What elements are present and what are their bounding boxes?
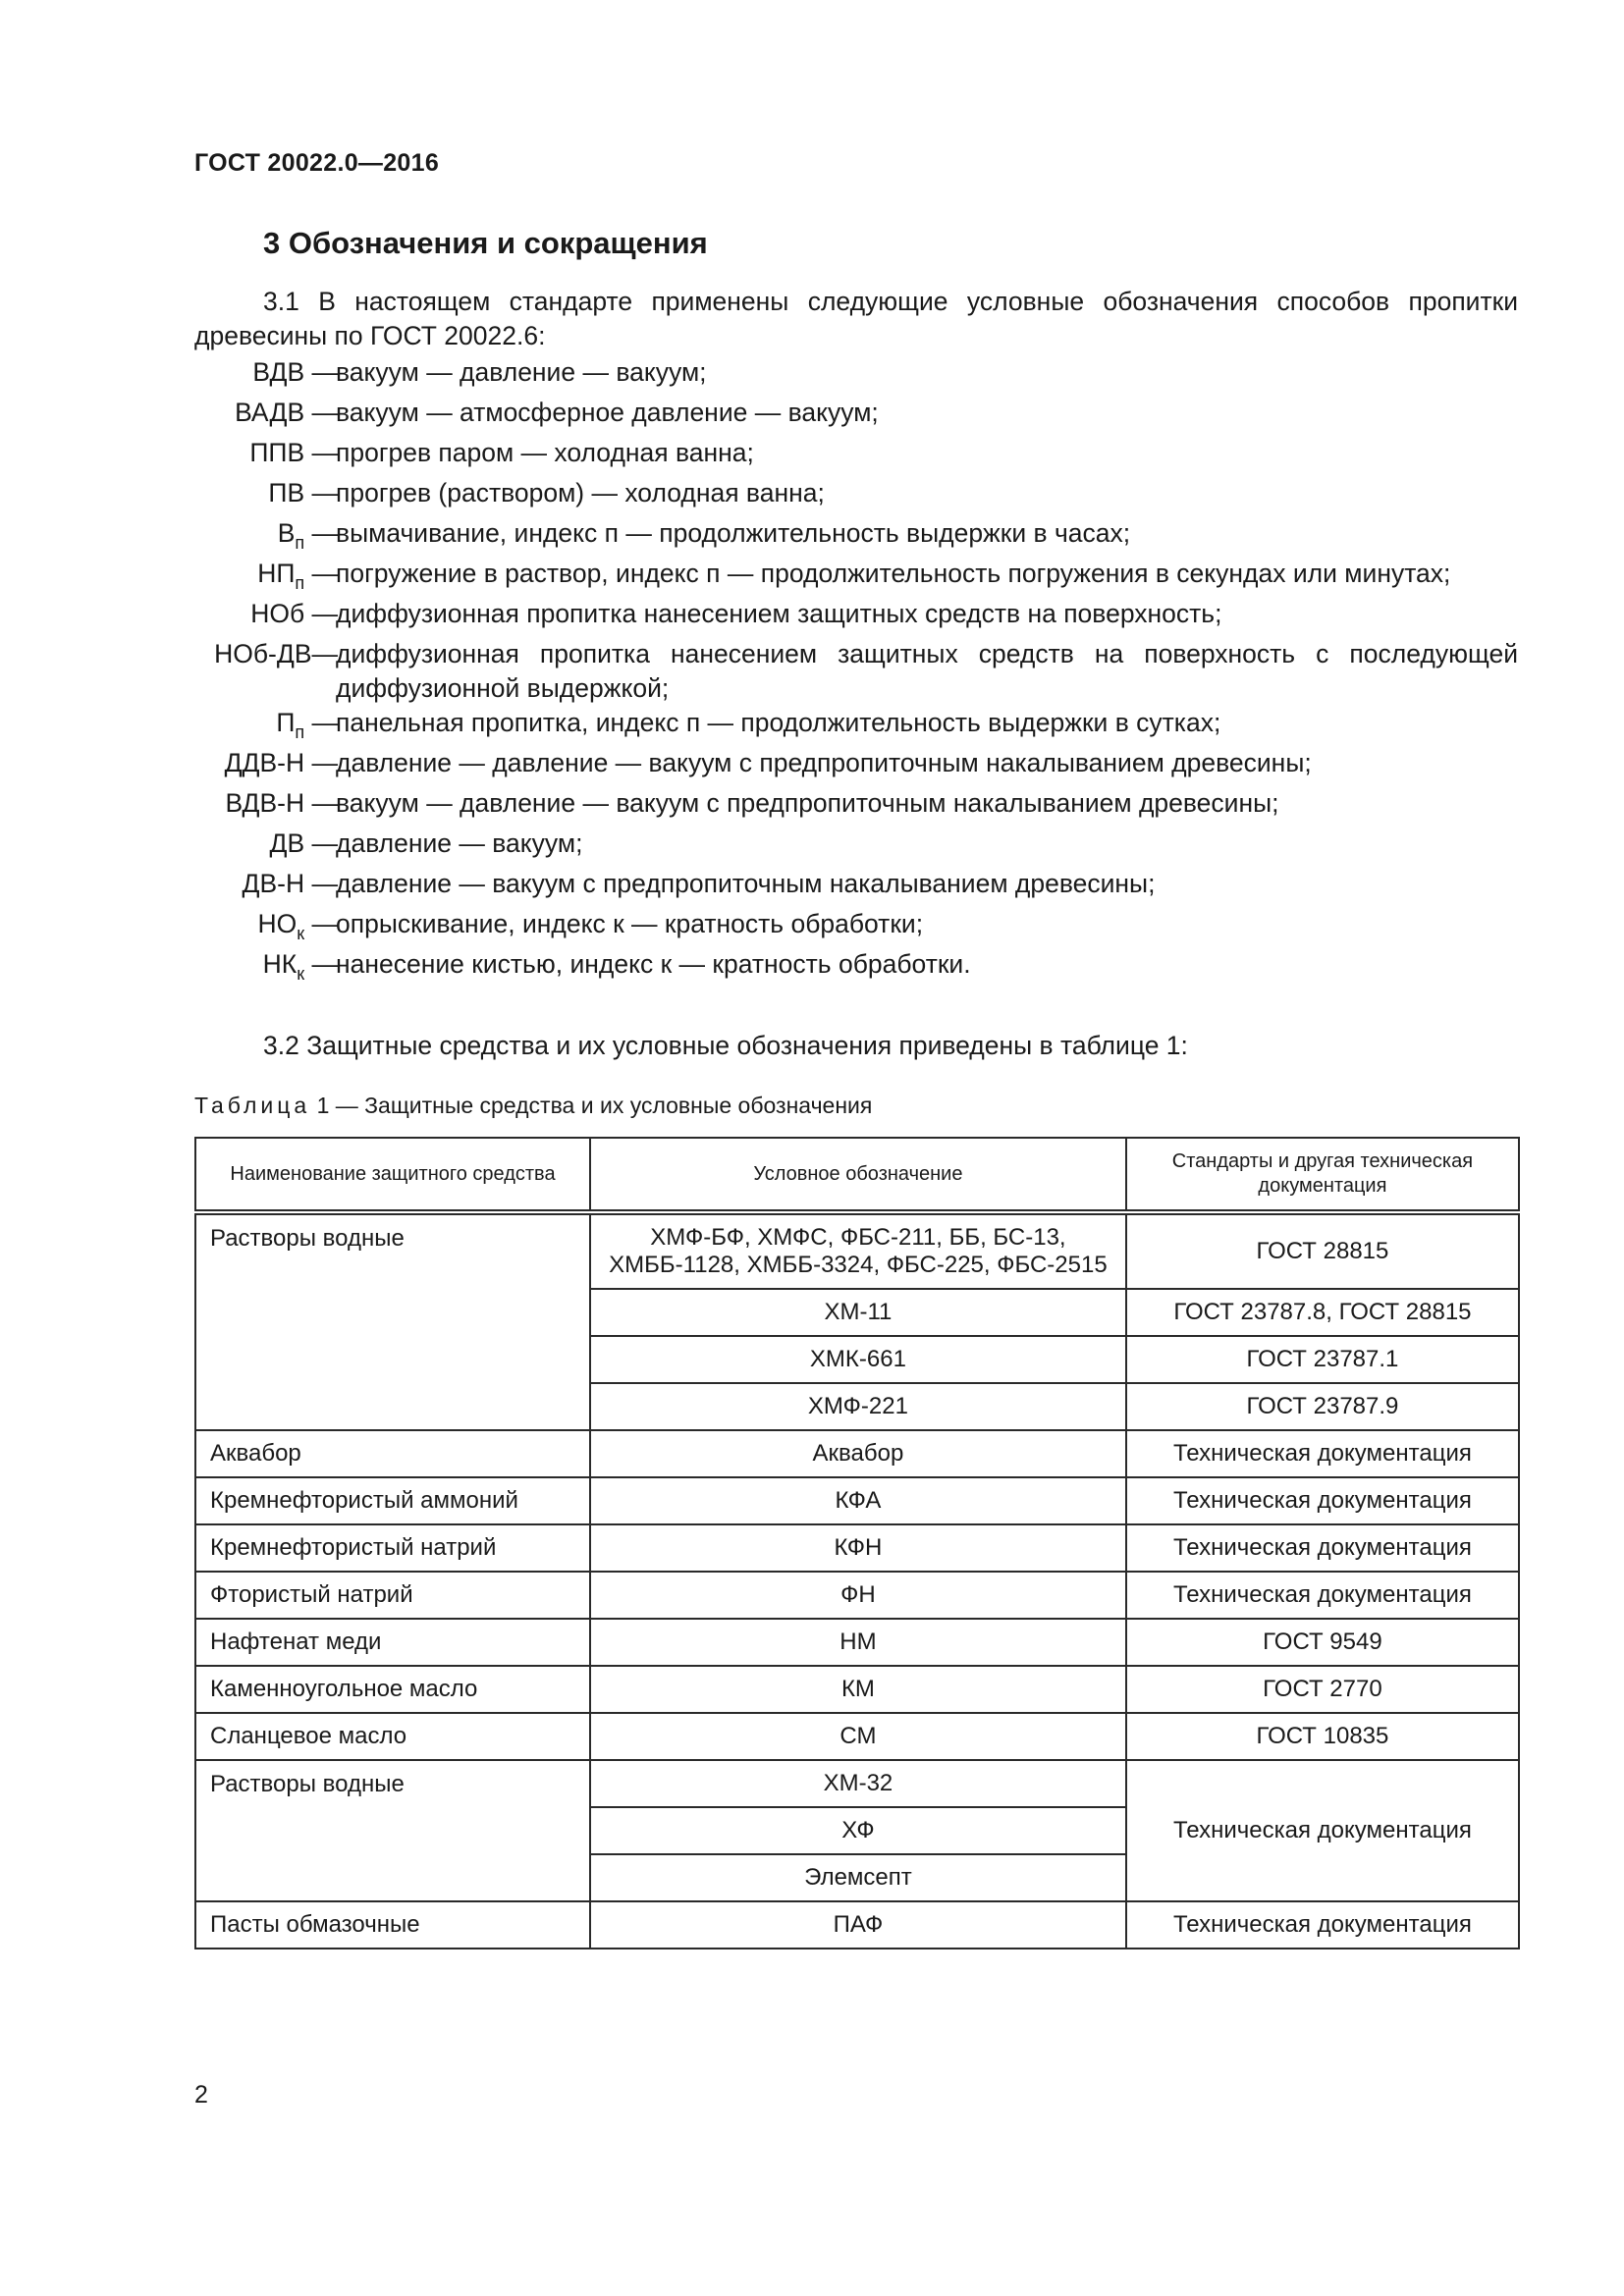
cell-standard: ГОСТ 23787.9	[1126, 1383, 1519, 1430]
cell-standard: ГОСТ 10835	[1126, 1713, 1519, 1760]
abbreviation-description: опрыскивание, индекс к — кратность обработки;	[336, 909, 924, 938]
cell-designation: КМ	[590, 1666, 1126, 1713]
cell-agent-name: Пасты обмазочные	[195, 1901, 590, 1949]
cell-agent-name: Фтористый натрий	[195, 1572, 590, 1619]
cell-designation: НМ	[590, 1619, 1126, 1666]
cell-standard: Техническая документация	[1126, 1524, 1519, 1572]
cell-designation: ПАФ	[590, 1901, 1126, 1949]
abbreviation-description: прогрев (раствором) — холодная ванна;	[336, 478, 825, 507]
cell-standard: ГОСТ 23787.1	[1126, 1336, 1519, 1383]
cell-agent-name: Растворы водные	[195, 1212, 590, 1430]
cell-agent-name: Каменноугольное масло	[195, 1666, 590, 1713]
document-header: ГОСТ 20022.0—2016	[194, 149, 440, 177]
section-title: 3 Обозначения и сокращения	[263, 226, 708, 260]
abbreviation-item	[0, 637, 1532, 706]
cell-designation: ХМ-11	[590, 1289, 1126, 1336]
cell-designation: ХМ-32	[590, 1760, 1126, 1807]
abbreviation-item	[0, 557, 1532, 597]
abbreviation-code: ППВ —	[249, 438, 338, 467]
abbreviation-code: ВДВ-Н —	[225, 788, 338, 818]
table-header-row	[195, 1138, 1519, 1212]
table-row	[195, 1430, 1519, 1477]
abbreviation-item	[0, 516, 1532, 557]
abbreviation-item	[0, 355, 1532, 396]
abbreviation-description: прогрев паром — холодная ванна;	[336, 438, 754, 467]
abbreviation-code: НОб-ДВ—	[214, 639, 338, 668]
abbreviation-item	[0, 396, 1532, 436]
table-caption-label: Таблица	[194, 1093, 311, 1118]
abbreviation-description: вымачивание, индекс п — продолжительность выдержки в часах;	[336, 518, 1131, 548]
abbreviation-code: $НК_к$ —	[262, 949, 338, 984]
abbreviation-code: ДДВ-Н —	[224, 748, 338, 777]
abbreviation-item	[0, 746, 1532, 786]
abbreviation-description: вакуум — давление — вакуум с предпропиточным накалыванием древесины;	[336, 788, 1279, 818]
abbreviation-description: вакуум — давление — вакуум;	[336, 357, 707, 387]
abbreviation-code: ВАДВ —	[235, 398, 338, 427]
abbreviation-description: панельная пропитка, индекс п — продолжительность выдержки в сутках;	[336, 708, 1221, 737]
cell-agent-name: Нафтенат меди	[195, 1619, 590, 1666]
cell-standard: Техническая документация	[1126, 1572, 1519, 1619]
paragraph-3-1	[194, 285, 1518, 353]
abbreviation-code: $НП_п$ —	[257, 559, 338, 593]
cell-agent-name: Сланцевое масло	[195, 1713, 590, 1760]
abbreviation-list	[0, 355, 1532, 988]
column-header-standards: Стандарты и другая техническая документация	[1126, 1138, 1519, 1212]
cell-designation: ФН	[590, 1572, 1126, 1619]
table-caption-text: 1 — Защитные средства и их условные обозначения	[310, 1093, 873, 1118]
cell-standard: ГОСТ 23787.8, ГОСТ 28815	[1126, 1289, 1519, 1336]
cell-standard: Техническая документация	[1126, 1430, 1519, 1477]
abbreviation-description: диффузионная пропитка нанесением защитных средств на поверхность с последующей диффузионной выдержкой;	[336, 639, 1518, 703]
abbreviation-code: $НО_к$ —	[257, 909, 338, 943]
abbreviation-code: $В_п$ —	[277, 518, 338, 553]
abbreviation-description: диффузионная пропитка нанесением защитных средств на поверхность;	[336, 599, 1222, 628]
table-row	[195, 1572, 1519, 1619]
abbreviation-item	[0, 436, 1532, 476]
cell-agent-name: Растворы водные	[195, 1760, 590, 1901]
cell-agent-name: Кремнефтористый натрий	[195, 1524, 590, 1572]
cell-designation: Элемсепт	[590, 1854, 1126, 1901]
paragraph-3-1-text: 3.1 В настоящем стандарте применены следующие условные обозначения способов пропитки древесины по ГОСТ 20022.6:	[194, 287, 1518, 350]
cell-standard: ГОСТ 2770	[1126, 1666, 1519, 1713]
table-row	[195, 1477, 1519, 1524]
abbreviation-description: нанесение кистью, индекс к — кратность обработки.	[336, 949, 971, 979]
abbreviation-description: погружение в раствор, индекс п — продолжительность погружения в секундах или минутах;	[336, 559, 1451, 588]
abbreviation-code: $П_п$ —	[276, 708, 338, 742]
cell-standard: Техническая документация	[1126, 1477, 1519, 1524]
abbreviation-description: давление — давление — вакуум с предпропиточным накалыванием древесины;	[336, 748, 1312, 777]
page-number: 2	[194, 2081, 208, 2109]
abbreviation-code: НОб —	[250, 599, 338, 628]
paragraph-3-2	[194, 1029, 1518, 1063]
column-header-designation: Условное обозначение	[590, 1138, 1126, 1212]
abbreviation-item	[0, 786, 1532, 827]
cell-agent-name: Аквабор	[195, 1430, 590, 1477]
cell-designation: Аквабор	[590, 1430, 1126, 1477]
table-row	[195, 1619, 1519, 1666]
abbreviation-item	[0, 827, 1532, 867]
table-row	[195, 1524, 1519, 1572]
cell-standard: Техническая документация	[1126, 1901, 1519, 1949]
cell-standard: ГОСТ 9549	[1126, 1619, 1519, 1666]
abbreviation-item	[0, 947, 1532, 988]
protective-agents-table	[194, 1137, 1520, 1949]
cell-agent-name: Кремнефтористый аммоний	[195, 1477, 590, 1524]
cell-designation: ХФ	[590, 1807, 1126, 1854]
cell-designation: КФА	[590, 1477, 1126, 1524]
abbreviation-code: ДВ —	[269, 828, 338, 858]
abbreviation-code: ВДВ —	[252, 357, 338, 387]
abbreviation-item	[0, 597, 1532, 637]
cell-designation: КФН	[590, 1524, 1126, 1572]
abbreviation-item	[0, 706, 1532, 746]
table-row	[195, 1901, 1519, 1949]
table-caption	[194, 1093, 872, 1119]
abbreviation-description: давление — вакуум;	[336, 828, 583, 858]
abbreviation-item	[0, 907, 1532, 947]
abbreviation-description: вакуум — атмосферное давление — вакуум;	[336, 398, 879, 427]
table-row	[195, 1713, 1519, 1760]
table-row	[195, 1666, 1519, 1713]
table-row	[195, 1760, 1519, 1807]
abbreviation-item	[0, 867, 1532, 907]
abbreviation-description: давление — вакуум с предпропиточным накалыванием древесины;	[336, 869, 1156, 898]
cell-designation: ХМФ-221	[590, 1383, 1126, 1430]
cell-standard: ГОСТ 28815	[1126, 1212, 1519, 1289]
cell-standard: Техническая документация	[1126, 1760, 1519, 1901]
cell-designation: ХМФ-БФ, ХМФС, ФБС-211, ББ, БС-13, ХМББ-1128, ХМББ-3324, ФБС-225, ФБС-2515	[590, 1212, 1126, 1289]
column-header-name: Наименование защитного средства	[195, 1138, 590, 1212]
abbreviation-code: ПВ —	[268, 478, 338, 507]
abbreviation-code: ДВ-Н —	[242, 869, 338, 898]
paragraph-3-2-text: 3.2 Защитные средства и их условные обозначения приведены в таблице 1:	[263, 1031, 1188, 1060]
cell-designation: ХМК-661	[590, 1336, 1126, 1383]
abbreviation-item	[0, 476, 1532, 516]
table-row	[195, 1212, 1519, 1289]
cell-designation: СМ	[590, 1713, 1126, 1760]
